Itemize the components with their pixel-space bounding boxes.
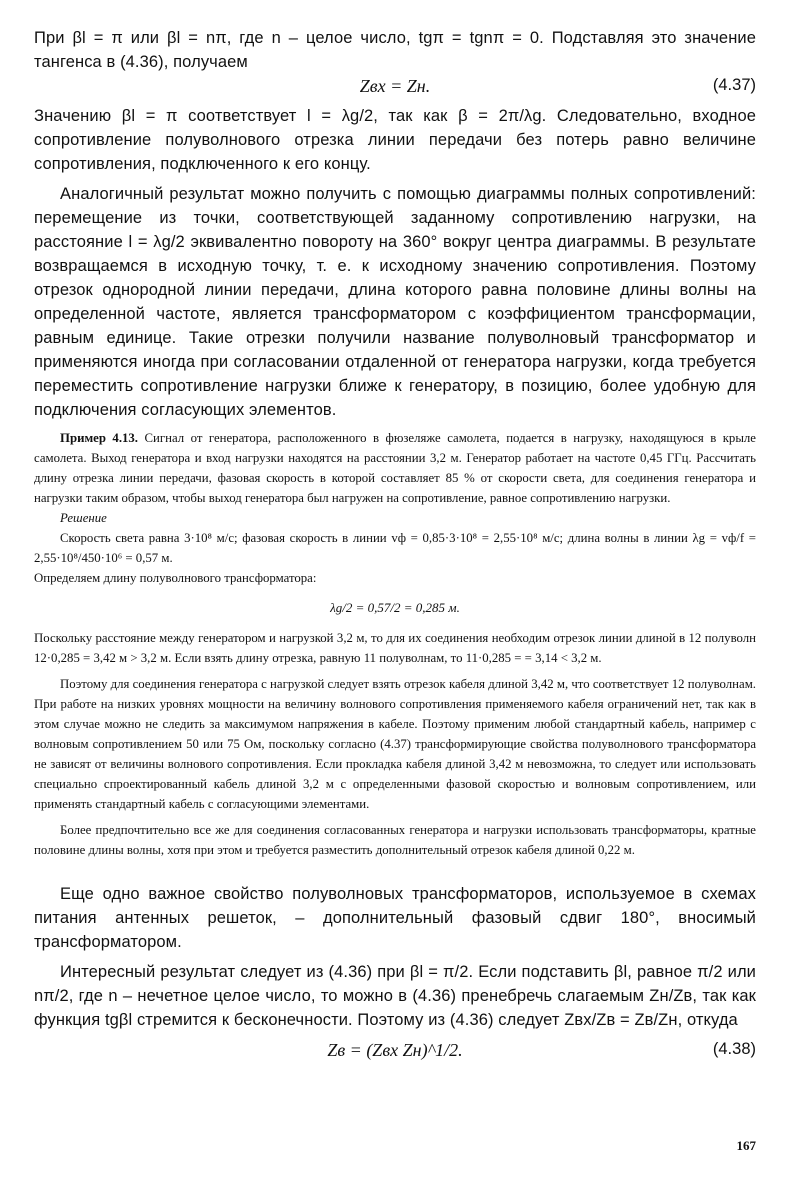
solution-step-1: Скорость света равна 3·10⁸ м/с; фазовая скорость в линии vф = 0,85·3·10⁸ = 2,55·10⁸ м/с; длина волны в линии λg = vф/f = 2,55·10⁸/450·10⁶ = 0,57 м.: [34, 531, 756, 565]
solution-step-2: Определяем длину полуволнового трансформатора:: [34, 571, 317, 585]
paragraph-4: Еще одно важное свойство полуволновых трансформаторов, используемое в схемах питания антенных решеток, – дополнительный фазовый сдвиг 180°, вносимый трансформатором.: [34, 885, 756, 951]
solution-heading: Решение: [60, 511, 107, 525]
example-text: Сигнал от генератора, расположенного в фюзеляже самолета, подается в нагрузку, находящуюся в крыле самолета. Выход генератора и вход нагрузки находятся на расстоянии 3,2 м. Генератор работает на частоте 0,45 ГГц. Рассчитать длину отрезка линии передачи, фазовая скорость в которой составляет 85 % от скорости света, для соединения генератора и нагрузки таким образом, чтобы выход генератора был нагружен на сопротивление, равное сопротивлению нагрузки.: [34, 431, 756, 505]
formula-4-38-expression: Zв = (Zвх Zн)^1/2.: [327, 1040, 463, 1060]
formula-4-37-number: (4.37): [712, 76, 756, 94]
formula-4-38-number: (4.38): [712, 1040, 756, 1058]
paragraph-3: Аналогичный результат можно получить с помощью диаграммы полных сопротивлений: перемещение из точки, соответствующей заданному сопротивлению нагрузки, на расстояние l = λg/2 эквивалентно повороту на 360° вокруг центра диаграммы. В результате возвращаемся в исходную точку, т. е. к исходному значению сопротивления. Поэтому отрезок однородной линии передачи, длина которого равна половине длины волны на определенной частоте, является трансформатором с коэффициентом трансформации, равным единице. Такие отрезки получили название полуволновый трансформатор и применяются иногда при согласовании отдаленной от генератора нагрузки, когда требуется переместить сопротивление нагрузки ближе к генератору, в позицию, более удобную для подключения согласующих элементов.: [34, 185, 756, 419]
solution-step-4: Поэтому для соединения генератора с нагрузкой следует взять отрезок кабеля длиной 3,42 м, что соответствует 12 полуволнам. При работе на низких уровнях мощности на величину волнового сопротивления применяемого кабеля ограничений нет, так как в этом случае можно не следить за максимумом напряжения в кабеле. Поэтому применим любой стандартный кабель, например с волновым сопротивлением 50 или 75 Ом, поскольку согласно (4.37) трансформирующие свойства полуволнового трансформатора не зависят от величины волнового сопротивления. Если прокладка кабеля длиной 3,42 м невозможна, то следует или использовать специально спроектированный кабель длиной 3,2 м с определенными фазовой скоростью и волновым сопротивлением, или применять стандартный кабель с согласующими элементами.: [34, 677, 756, 811]
paragraph-2: Значению βl = π соответствует l = λg/2, так как β = 2π/λg. Следовательно, входное сопротивление полуволнового отрезка линии передачи без потерь равно величине сопротивления, подключенного к его концу.: [34, 107, 756, 173]
paragraph-5: Интересный результат следует из (4.36) при βl = π/2. Если подставить βl, равное π/2 или nπ/2, где n – нечетное целое число, то можно в (4.36) пренебречь слагаемым Zн/Zв, так как функция tgβl стремится к бесконечности. Поэтому из (4.36) следует Zвх/Zв = Zв/Zн, откуда: [34, 963, 756, 1029]
formula-4-38: [34, 1038, 756, 1068]
page-number: 167: [736, 1138, 756, 1153]
paragraph-1: При βl = π или βl = nπ, где n – целое число, tgπ = tgnπ = 0. Подставляя это значение тангенса в (4.36), получаем: [34, 29, 756, 71]
formula-4-37: [34, 74, 756, 104]
example-label: Пример 4.13.: [60, 431, 139, 445]
solution-step-3: Поскольку расстояние между генератором и нагрузкой 3,2 м, то для их соединения необходим отрезок линии длиной в 12 полуволн 12·0,285 = 3,42 м > 3,2 м. Если взять длину отрезка, равную 11 полуволнам, то 11·0,285 = = 3,14 < 3,2 м.: [34, 631, 756, 665]
solution-formula: λg/2 = 0,57/2 = 0,285 м.: [330, 600, 460, 615]
solution-step-5: Более предпочтительно все же для соединения согласованных генератора и нагрузки использовать трансформаторы, кратные половине длины волны, хотя при этом и требуется разместить дополнительный отрезок кабеля длиной 0,22 м.: [34, 823, 756, 857]
page-body: [34, 26, 756, 1068]
formula-4-37-expression: Zвх = Zн.: [359, 76, 431, 96]
example-paragraph: [34, 428, 756, 508]
